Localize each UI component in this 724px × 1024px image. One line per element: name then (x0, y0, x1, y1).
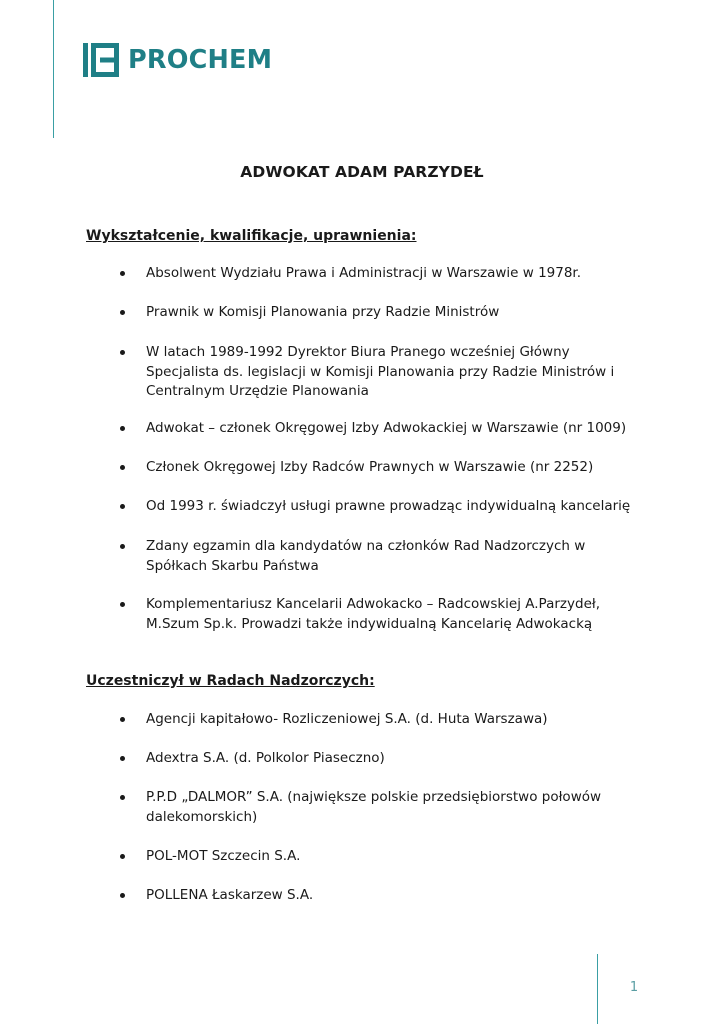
list-item: Komplementariusz Kancelarii Adwokacko – Radcowskiej A.Parzydeł, M.Szum Sp.k. Prowadzi także indywidualną Kancelarię Adwokacką (146, 595, 646, 634)
list-item: Adextra S.A. (d. Polkolor Piaseczno) (146, 749, 646, 769)
page-number: 1 (629, 980, 639, 995)
list-item: Agencji kapitałowo- Rozliczeniowej S.A. (d. Huta Warszawa) (146, 710, 646, 730)
list-item: POL-MOT Szczecin S.A. (146, 847, 646, 867)
prochem-logo-icon (83, 43, 119, 77)
list-item: Od 1993 r. świadczył usługi prawne prowadząc indywidualną kancelarię (146, 497, 646, 517)
section-heading-supervisory-boards: Uczestniczył w Radach Nadzorczych: (86, 673, 375, 689)
list-item: Zdany egzamin dla kandydatów na członków Rad Nadzorczych w Spółkach Skarbu Państwa (146, 537, 646, 576)
section-heading-education: Wykształcenie, kwalifikacje, uprawnienia: (86, 228, 417, 244)
list-item: Prawnik w Komisji Planowania przy Radzie Ministrów (146, 303, 646, 323)
page-title: ADWOKAT ADAM PARZYDEŁ (240, 163, 484, 181)
list-item: Absolwent Wydziału Prawa i Administracji w Warszawie w 1978r. (146, 264, 646, 284)
list-item: P.P.D „DALMOR” S.A. (największe polskie przedsiębiorstwo połowów dalekomorskich) (146, 788, 646, 827)
list-item: Adwokat – członek Okręgowej Izby Adwokackiej w Warszawie (nr 1009) (146, 419, 646, 439)
header-logo (83, 43, 272, 77)
footer-rule (597, 954, 598, 1024)
left-margin-rule (53, 0, 54, 138)
list-item: POLLENA Łaskarzew S.A. (146, 886, 646, 906)
brand-name: PROCHEM (128, 45, 273, 75)
list-item: Członek Okręgowej Izby Radców Prawnych w Warszawie (nr 2252) (146, 458, 646, 478)
list-item: W latach 1989-1992 Dyrektor Biura Pranego wcześniej Główny Specjalista ds. legislacji w Komisji Planowania przy Radzie Ministrów i Centralnym Urzędzie Planowania (146, 343, 646, 402)
